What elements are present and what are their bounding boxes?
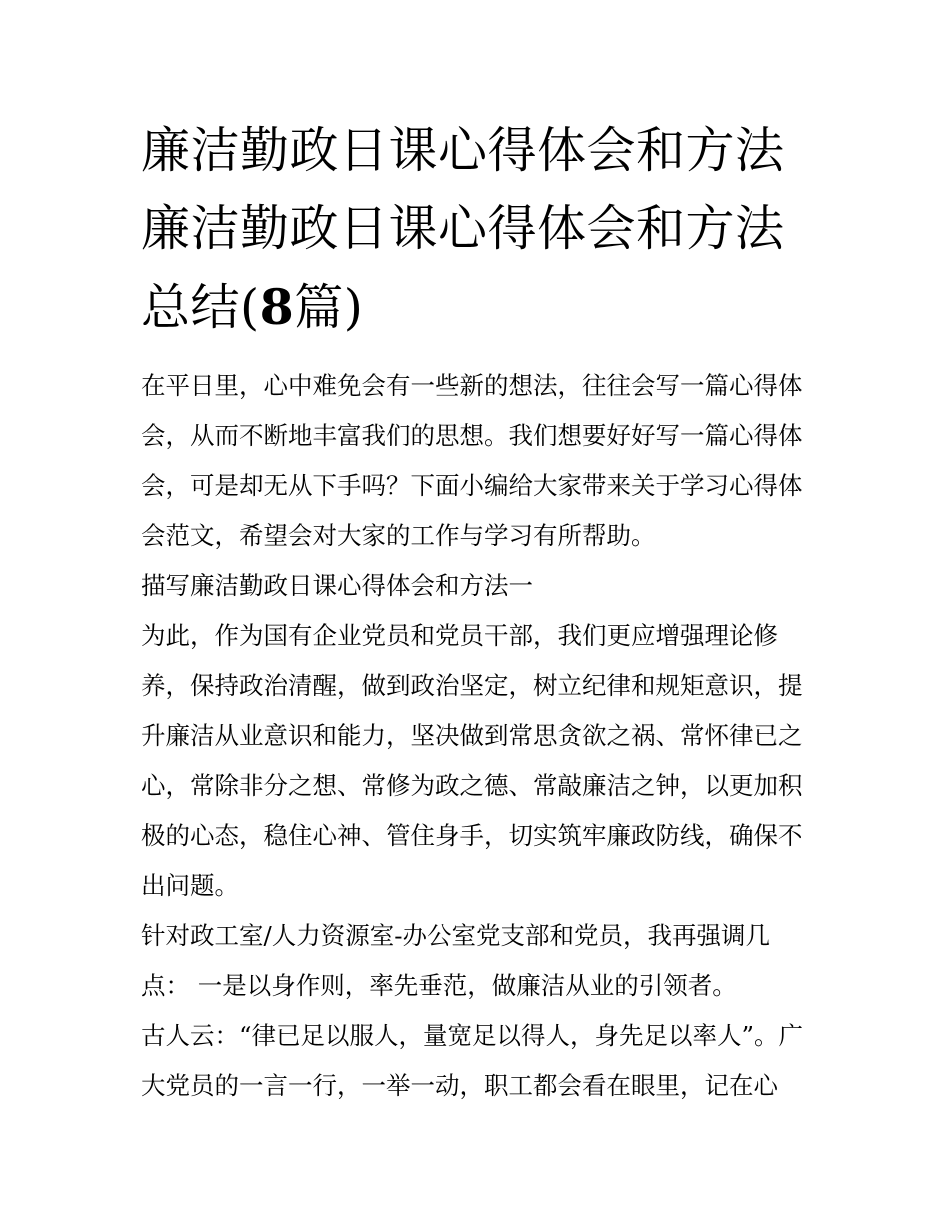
text-line: 描写廉洁勤政日课心得体会和方法一 [141, 571, 533, 600]
title-number: 8 [259, 278, 295, 336]
text-line: 会范文，希望会对大家的工作与学习有所帮助。 [141, 521, 656, 550]
text-line: 古人云：“律已足以服人，量宽足以得人，身先足以率人”。广 [141, 1021, 804, 1050]
body-paragraph [141, 611, 813, 911]
text-line: 会，从而不断地丰富我们的思想。我们想要好好写一篇心得体 [141, 421, 803, 450]
text-line: 极的心态，稳住心神、管住身手，切实筑牢廉政防线，确保不 [141, 821, 803, 850]
text-line: 在平日里，心中难免会有一些新的想法，往往会写一篇心得体 [141, 371, 803, 400]
body-paragraph [141, 1011, 813, 1111]
title-prefix: 总结( [141, 279, 260, 336]
title-line-last [141, 268, 813, 347]
text-line: 大党员的一言一行，一举一动，职工都会看在眼里，记在心 [141, 1071, 778, 1100]
text-line: 会，可是却无从下手吗？下面小编给大家带来关于学习心得体 [141, 471, 803, 500]
document-title [141, 112, 813, 347]
document-content [141, 112, 813, 1111]
text-line: 针对政工室/人力资源室-办公室党支部和党员，我再强调几 [141, 921, 771, 950]
text-line: 为此，作为国有企业党员和党员干部，我们更应增强理论修 [141, 621, 778, 650]
title-suffix: 篇) [294, 279, 364, 336]
body-paragraph [141, 911, 813, 1011]
text-line: 养，保持政治清醒，做到政治坚定，树立纪律和规矩意识，提 [141, 671, 803, 700]
document-body [141, 361, 813, 1111]
intro-paragraph [141, 361, 813, 561]
text-line: 点： 一是以身作则，率先垂范，做廉洁从业的引领者。 [141, 971, 737, 1000]
title-line: 廉洁勤政日课心得体会和方法 [141, 122, 785, 179]
section-heading [141, 561, 813, 611]
title-line: 廉洁勤政日课心得体会和方法 [141, 200, 785, 257]
text-line: 出问题。 [141, 871, 239, 900]
text-line: 心，常除非分之想、常修为政之德、常敲廉洁之钟，以更加积 [141, 771, 803, 800]
text-line: 升廉洁从业意识和能力，坚决做到常思贪欲之祸、常怀律已之 [141, 721, 803, 750]
